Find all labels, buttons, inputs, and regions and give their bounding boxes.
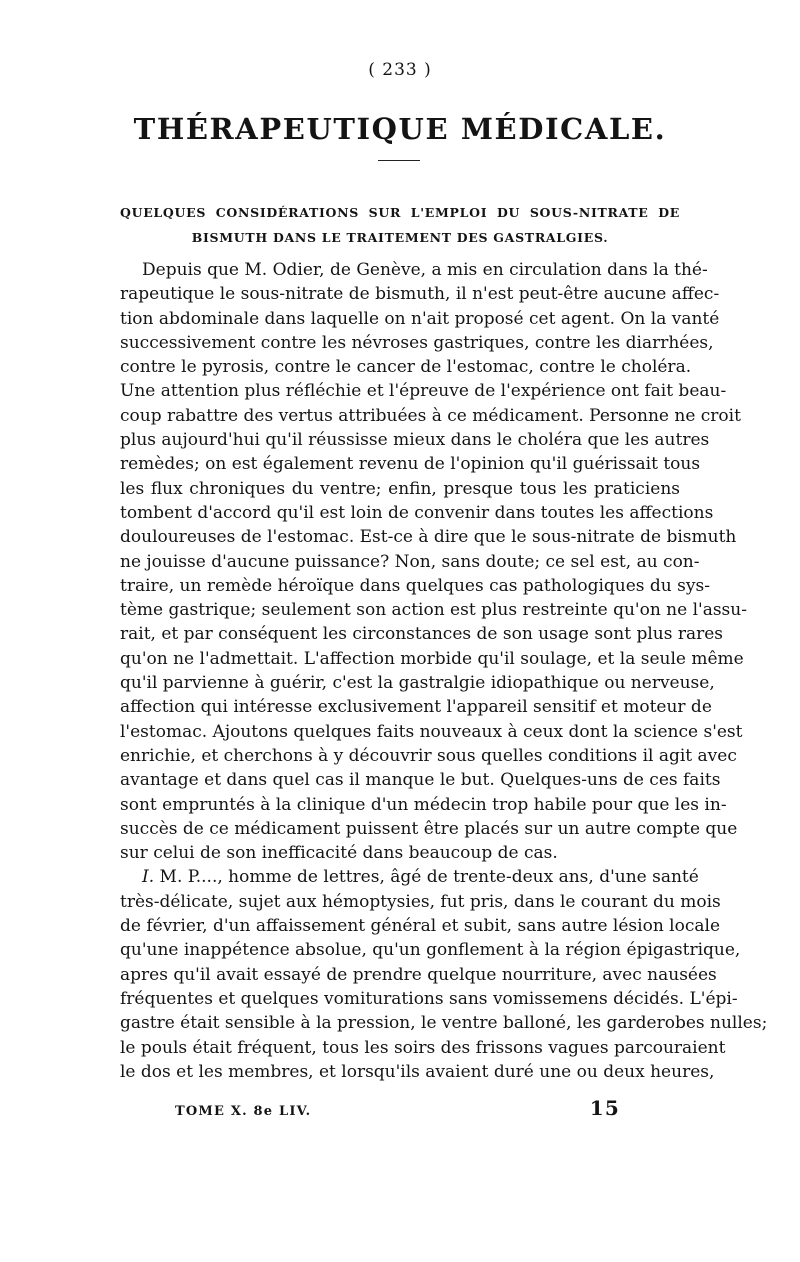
case-label: I.	[142, 867, 155, 888]
article-subtitle	[120, 200, 680, 250]
text-line: successivement contre les névroses gastriques, contre les diarrhées,	[120, 332, 714, 353]
text-line: le dos et les membres, et lorsqu'ils avaient duré une ou deux heures,	[120, 1061, 715, 1082]
text-line: traire, un remède héroïque dans quelques cas pathologiques du sys-	[120, 575, 710, 596]
subtitle-line: BISMUTH DANS LE TRAITEMENT DES GASTRALGIES.	[191, 230, 609, 245]
text-line: Depuis que M. Odier, de Genève, a mis en circulation dans la thé-	[142, 260, 708, 280]
text-line: Une attention plus réfléchie et l'épreuve de l'expérience ont fait beau-	[120, 381, 727, 402]
text-line: rait, et par conséquent les circonstances de son usage sont plus rares	[120, 624, 724, 645]
text-line: enrichie, et cherchons à y découvrir sous quelles conditions il agit avec	[120, 745, 737, 766]
text-line: tombent d'accord qu'il est loin de convenir dans toutes les affections	[120, 502, 714, 523]
text-line: l'estomac. Ajoutons quelques faits nouveaux à ceux dont la science s'est	[120, 721, 743, 742]
text-line: plus aujourd'hui qu'il réussisse mieux dans le choléra que les autres	[120, 430, 710, 451]
text-line: coup rabattre des vertus attribuées à ce médicament. Personne ne croit	[120, 405, 741, 426]
page-title: THÉRAPEUTIQUE MÉDICALE.	[133, 112, 667, 146]
text-line: sur celui de son inefficacité dans beaucoup de cas.	[120, 843, 558, 864]
title-divider	[378, 160, 420, 161]
case-first-line	[120, 865, 699, 889]
subtitle-line: QUELQUES CONSIDÉRATIONS SUR L'EMPLOI DU SOUS-NITRATE DE	[120, 205, 680, 220]
text-line: douloureuses de l'estomac. Est-ce à dire que le sous-nitrate de bismuth	[120, 527, 737, 548]
text-line: apres qu'il avait essayé de prendre quelque nourriture, avec nausées	[120, 964, 717, 985]
text-line: contre le pyrosis, contre le cancer de l'estomac, contre le choléra.	[120, 357, 692, 378]
text-line: le pouls était fréquent, tous les soirs des frissons vagues parcouraient	[120, 1037, 726, 1058]
text-line: fréquentes et quelques vomiturations sans vomissemens décidés. L'épi-	[120, 988, 738, 1009]
text-line: remèdes; on est également revenu de l'opinion qu'il guérissait tous	[120, 454, 701, 475]
text-line: tème gastrique; seulement son action est plus restreinte qu'on ne l'assu-	[120, 600, 747, 621]
page-footer	[120, 1096, 680, 1126]
text-line: qu'il parvienne à guérir, c'est la gastralgie idiopathique ou nerveuse,	[120, 673, 715, 694]
body-text	[120, 258, 768, 1084]
text-line: très-délicate, sujet aux hémoptysies, fut pris, dans le courant du mois	[120, 891, 721, 912]
text-line: ne jouisse d'aucune puissance? Non, sans doute; ce sel est, au con-	[120, 551, 700, 572]
case-first-line-text: M. P...., homme de lettres, âgé de trente-deux ans, d'une santé	[159, 867, 699, 888]
text-line: tion abdominale dans laquelle on n'ait proposé cet agent. On la vanté	[120, 308, 720, 329]
text-line: qu'une inappétence absolue, qu'un gonflement à la région épigastrique,	[120, 940, 741, 961]
text-line: gastre était sensible à la pression, le ventre balloné, les garderobes nulles;	[120, 1013, 768, 1034]
text-line: sont empruntés à la clinique d'un médecin trop habile pour que les in-	[120, 794, 727, 815]
text-line: les flux chroniques du ventre; enfin, presque tous les praticiens	[120, 478, 680, 499]
page-number: ( 233 )	[368, 60, 432, 80]
text-line: de février, d'un affaissement général et subit, sans autre lésion locale	[120, 916, 721, 937]
volume-reference: TOME X. 8e LIV.	[175, 1104, 312, 1119]
text-line: avantage et dans quel cas il manque le but. Quelques-uns de ces faits	[120, 770, 721, 791]
text-line: affection qui intéresse exclusivement l'appareil sensitif et moteur de	[120, 697, 712, 718]
signature-mark: 15	[589, 1096, 620, 1120]
text-line: succès de ce médicament puissent être placés sur un autre compte que	[120, 818, 738, 839]
text-line: qu'on ne l'admettait. L'affection morbide qu'il soulage, et la seule même	[120, 648, 744, 669]
text-line: rapeutique le sous-nitrate de bismuth, il n'est peut-être aucune affec-	[120, 284, 720, 305]
